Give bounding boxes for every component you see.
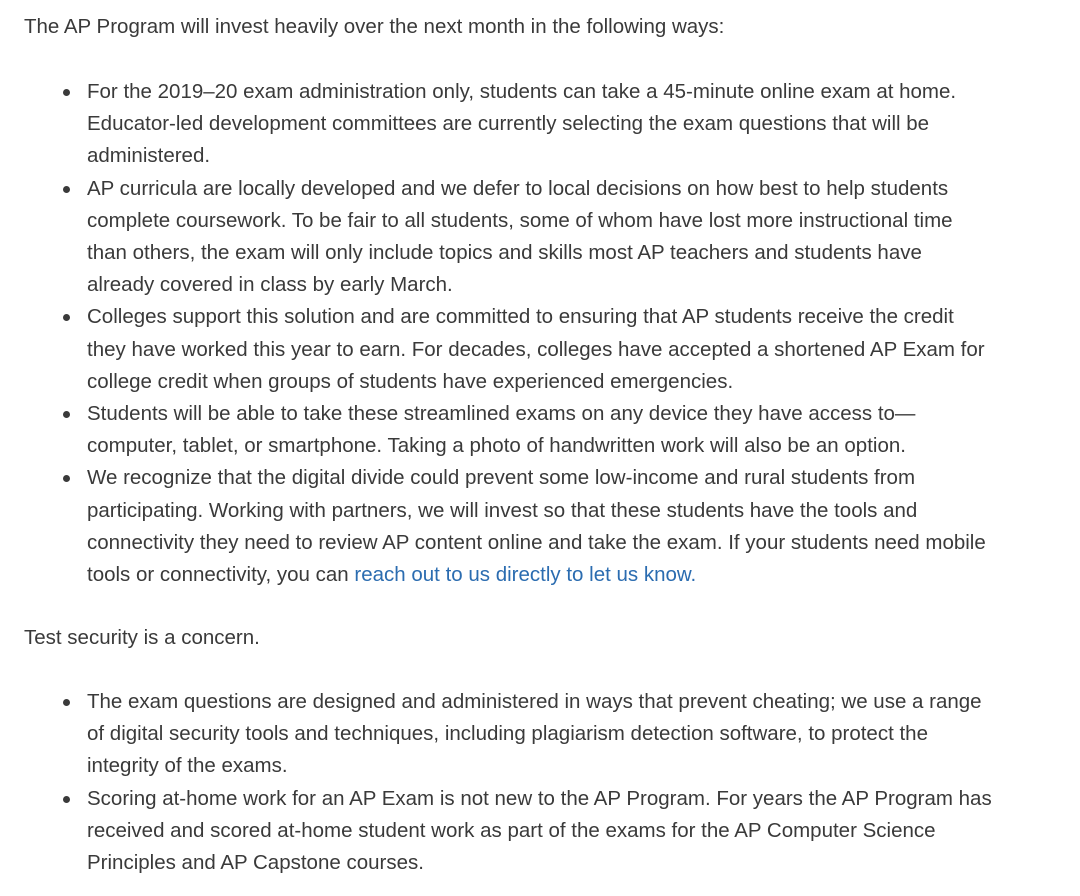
list-item-line: Students will be able to take these streamlined exams on any device they have access to— (87, 402, 916, 426)
list-item-line: The exam questions are designed and administered in ways that prevent cheating; we use a range (87, 690, 982, 713)
list-item-line: of digital security tools and techniques, including plagiarism detection software, to protect the (87, 722, 928, 746)
list-item-line: connectivity they need to review AP content online and take the exam. If your students need mobile (87, 530, 986, 554)
list-item-line: complete coursework. To be fair to all students, some of whom have lost more instructional time (87, 208, 953, 232)
security-list (0, 686, 1080, 879)
list-item-line: Educator-led development committees are currently selecting the exam questions that will be (87, 112, 930, 136)
list-item (0, 301, 1080, 398)
bullet-icon (63, 314, 70, 321)
list-item (0, 76, 1080, 173)
list-item-line: Principles and AP Capstone courses. (87, 851, 424, 875)
list-item-text: tools or connectivity, you can (87, 563, 355, 587)
intro-paragraph: The AP Program will invest heavily over the next month in the following ways: (24, 15, 725, 38)
bullet-icon (63, 796, 70, 803)
list-item-line: already covered in class by early March. (87, 273, 453, 297)
list-item (0, 173, 1080, 302)
list-item-line: participating. Working with partners, we will invest so that these students have the tools and (87, 498, 918, 522)
list-item (0, 686, 1080, 783)
bullet-icon (63, 89, 70, 96)
list-item-line: For the 2019–20 exam administration only, students can take a 45-minute online exam at home. (87, 80, 957, 103)
bullet-icon (63, 186, 70, 193)
list-item-line: than others, the exam will only include topics and skills most AP teachers and students have (87, 241, 922, 265)
bullet-icon (63, 411, 70, 418)
list-item (0, 462, 1080, 591)
list-item-line-with-link (87, 559, 1050, 591)
list-item-line: Scoring at-home work for an AP Exam is not new to the AP Program. For years the AP Program has (87, 786, 992, 810)
list-item (0, 783, 1080, 880)
list-item-line: college credit when groups of students have experienced emergencies. (87, 369, 734, 393)
list-item-line: they have worked this year to earn. For decades, colleges have accepted a shortened AP Exam for (87, 337, 985, 361)
list-item-line: computer, tablet, or smartphone. Taking a photo of handwritten work will also be an option. (87, 434, 906, 458)
list-item-line: We recognize that the digital divide could prevent some low-income and rural students from (87, 466, 916, 490)
list-item (0, 398, 1080, 462)
bullet-icon (63, 699, 70, 706)
bullet-icon (63, 475, 70, 482)
investment-list (0, 76, 1080, 591)
list-item-line: administered. (87, 144, 211, 168)
list-item-line: received and scored at-home student work as part of the exams for the AP Computer Science (87, 818, 936, 842)
list-item-line: integrity of the exams. (87, 754, 288, 778)
list-item-line: Colleges support this solution and are committed to ensuring that AP students receive the credit (87, 305, 954, 329)
list-item-line: AP curricula are locally developed and we defer to local decisions on how best to help students (87, 176, 949, 200)
contact-us-link[interactable]: reach out to us directly to let us know. (354, 563, 697, 587)
security-heading: Test security is a concern. (24, 626, 260, 649)
